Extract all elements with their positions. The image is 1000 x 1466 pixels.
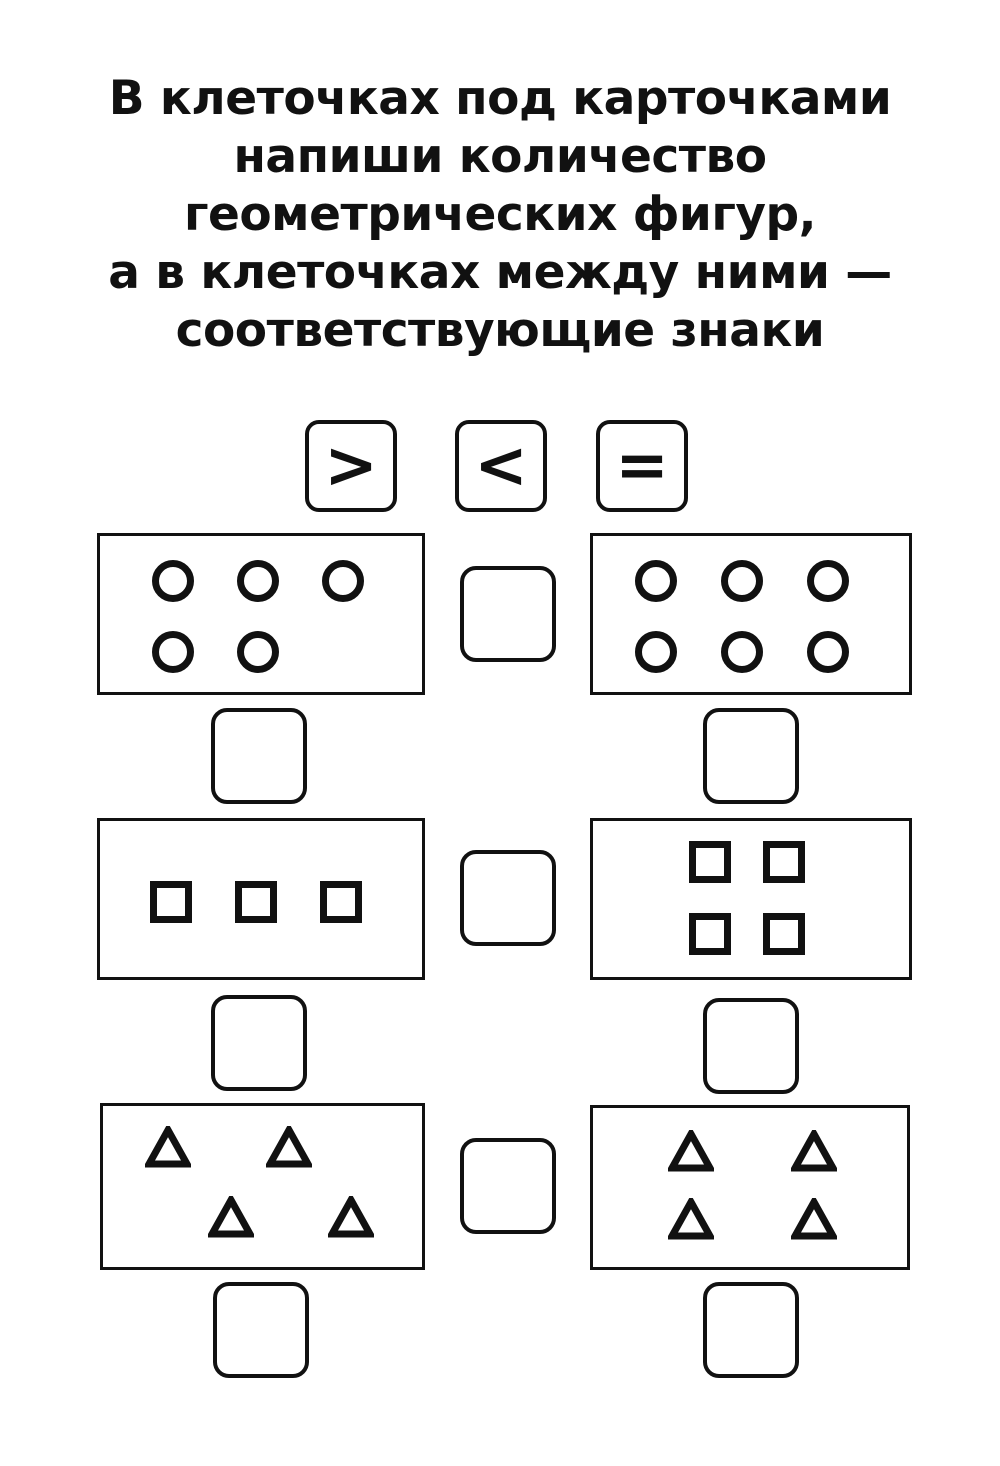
instruction-line: напиши количество <box>233 129 767 184</box>
triangle-shape <box>266 1126 312 1168</box>
circle-shape <box>152 631 194 673</box>
instruction-text <box>0 70 1000 360</box>
sign-less: < <box>455 420 547 512</box>
triangle-shape <box>668 1198 714 1240</box>
count-box-left[interactable] <box>213 1282 309 1378</box>
circle-shape <box>237 560 279 602</box>
square-shape <box>235 881 277 923</box>
left-card-circles <box>97 533 425 695</box>
triangle-shape <box>145 1126 191 1168</box>
circle-shape <box>152 560 194 602</box>
triangle-shape <box>328 1196 374 1238</box>
right-card-triangles <box>590 1105 910 1270</box>
circle-shape <box>322 560 364 602</box>
compare-sign-box[interactable] <box>460 566 556 662</box>
right-card-squares <box>590 818 912 980</box>
circle-shape <box>807 631 849 673</box>
count-box-right[interactable] <box>703 1282 799 1378</box>
right-card-circles <box>590 533 912 695</box>
instruction-line: а в клеточках между ними — <box>108 245 892 300</box>
square-shape <box>763 841 805 883</box>
circle-shape <box>635 631 677 673</box>
square-shape <box>689 913 731 955</box>
circle-shape <box>721 631 763 673</box>
triangle-shape <box>791 1198 837 1240</box>
circle-shape <box>635 560 677 602</box>
circle-shape <box>807 560 849 602</box>
square-shape <box>150 881 192 923</box>
count-box-left[interactable] <box>211 995 307 1091</box>
circle-shape <box>237 631 279 673</box>
triangle-shape <box>668 1130 714 1172</box>
square-shape <box>763 913 805 955</box>
count-box-right[interactable] <box>703 708 799 804</box>
instruction-line: соответствующие знаки <box>175 303 825 358</box>
square-shape <box>689 841 731 883</box>
square-shape <box>320 881 362 923</box>
instruction-line: геометрических фигур, <box>183 187 817 242</box>
circle-shape <box>721 560 763 602</box>
triangle-shape <box>791 1130 837 1172</box>
instruction-line: В клеточках под карточками <box>108 71 892 126</box>
compare-sign-box[interactable] <box>460 1138 556 1234</box>
left-card-squares <box>97 818 425 980</box>
compare-sign-box[interactable] <box>460 850 556 946</box>
sign-greater: > <box>305 420 397 512</box>
left-card-triangles <box>100 1103 425 1270</box>
count-box-left[interactable] <box>211 708 307 804</box>
sign-equal: = <box>596 420 688 512</box>
triangle-shape <box>208 1196 254 1238</box>
count-box-right[interactable] <box>703 998 799 1094</box>
